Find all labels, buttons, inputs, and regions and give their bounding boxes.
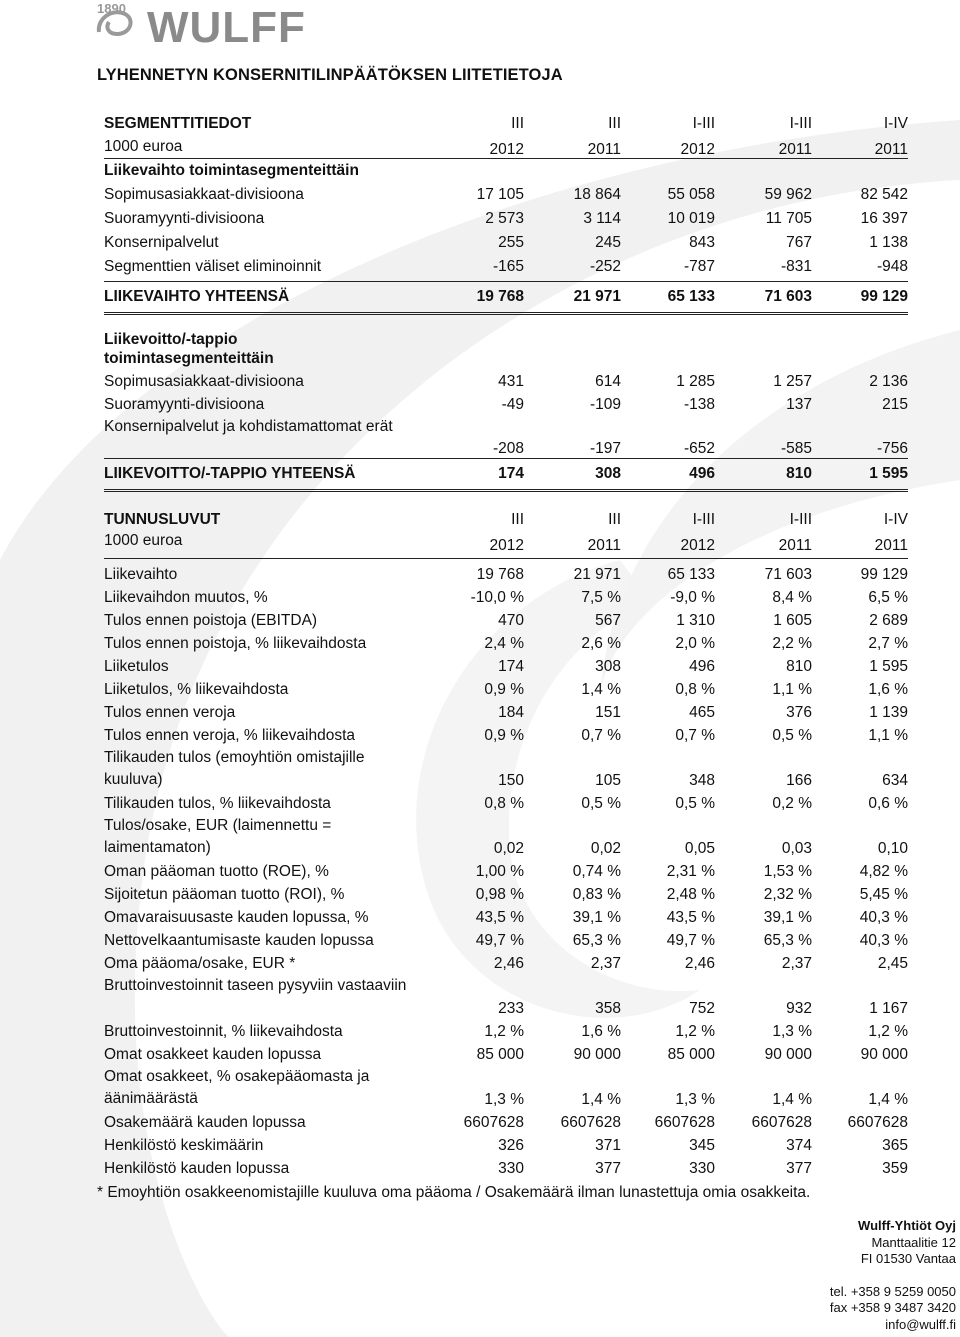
row-label: Liiketulos [104,658,169,675]
cell-value: 151 [595,704,621,721]
segment-header-row [104,112,908,135]
table-row [104,1157,908,1180]
cell-value: 0,8 % [484,795,524,812]
cell-value: 99 129 [860,566,908,583]
cell-value: 843 [689,234,715,251]
cell-value: 18 864 [573,186,621,203]
cell-value: 6607628 [463,1114,524,1131]
cell-value: 465 [689,704,715,721]
year-label: 2012 [489,141,524,158]
cell-value: 215 [882,396,908,413]
cell-value: -652 [683,440,715,457]
cell-value: 1,2 % [868,1023,908,1040]
table-row [104,255,908,279]
row-label: Oman pääoman tuotto (ROE), % [104,863,329,880]
cell-value: 2 573 [485,210,524,227]
table-row [104,929,908,952]
cell-value: 6607628 [654,1114,715,1131]
cell-value: -787 [683,258,715,275]
table-row [104,1134,908,1157]
cell-value: 0,05 [684,840,715,857]
cell-value: 374 [786,1137,812,1154]
table-row [104,678,908,701]
cell-value: 65,3 % [572,932,621,949]
row-label: Bruttoinvestoinnit, % liikevaihdosta [104,1023,343,1040]
cell-value: 39,1 % [763,909,812,926]
cell-value: 377 [786,1160,812,1177]
cell-value: 71 603 [764,566,812,583]
street-address: Manttaalitie 12 [871,1234,956,1250]
period-label: I-III [692,115,715,132]
cell-value: 150 [498,772,524,789]
table-row [104,792,908,815]
cell-value: 0,7 % [675,727,715,744]
period-label: I-IV [883,115,908,132]
cell-value: 85 000 [667,1046,715,1063]
row-label: Omavaraisuusaste kauden lopussa, % [104,909,369,926]
cell-value: 0,5 % [772,727,812,744]
cell-value: 7,5 % [581,589,621,606]
cell-value: 0,03 [781,840,812,857]
row-label: Liikevaihdon muutos, % [104,589,268,606]
table-row [104,883,908,906]
cell-value: 1 310 [676,612,715,629]
cell-value: 330 [498,1160,524,1177]
cell-value: 2,37 [590,955,621,972]
cell-value: 376 [786,704,812,721]
row-label: Bruttoinvestoinnit taseen pysyviin vastaaviin [104,977,407,994]
cell-value: 2,37 [781,955,812,972]
profit-section-heading [104,330,908,370]
cell-value: 0,9 % [484,681,524,698]
cell-value: -109 [589,396,621,413]
table-row [104,975,908,1020]
cell-value: 348 [689,772,715,789]
cell-value: 1 285 [676,373,715,390]
cell-value: 59 962 [764,186,812,203]
cell-value: 1 138 [869,234,908,251]
fax-number: fax +358 9 3487 3420 [829,1300,956,1315]
unit-label: 1000 euroa [104,138,183,155]
year-label: 2012 [680,537,715,554]
cell-value: -831 [780,258,812,275]
cell-value: 2,48 % [666,886,715,903]
cell-value: 1,1 % [772,681,812,698]
cell-value: 90 000 [764,1046,812,1063]
row-label: Tulos ennen veroja [104,704,236,721]
table-row [104,860,908,883]
total-value: 19 768 [476,288,524,305]
year-label: 2011 [874,537,908,554]
kpi-header-row [104,508,908,531]
cell-value: 166 [786,772,812,789]
cell-value: 0,02 [493,840,524,857]
cell-value: 371 [595,1137,621,1154]
segment-table [104,112,908,315]
logo-name: WULFF [147,3,306,48]
unit-label: 1000 euroa [104,532,183,549]
cell-value: 0,6 % [868,795,908,812]
footnote: * Emoyhtiön osakkeenomistajille kuuluva oma pääoma / Osakemäärä ilman lunastettuja omia osakkeita. [97,1184,811,1201]
table-row [104,1066,908,1111]
city-address: FI 01530 Vantaa [860,1251,956,1266]
cell-value: 39,1 % [572,909,621,926]
cell-value: 90 000 [860,1046,908,1063]
profit-table [104,330,908,492]
cell-value: 2,4 % [484,635,524,652]
cell-value: 431 [498,373,524,390]
cell-value: 184 [498,704,524,721]
table-row [104,609,908,632]
company-name: Wulff-Yhtiöt Oyj [858,1218,956,1233]
cell-value: 19 768 [476,566,524,583]
total-value: 99 129 [860,288,908,305]
row-label: Tilikauden tulos (emoyhtiön omistajille kuuluva) [104,749,365,788]
table-row [104,701,908,724]
cell-value: 6,5 % [868,589,908,606]
cell-value: 255 [498,234,524,251]
cell-value: 82 542 [860,186,908,203]
cell-value: 0,8 % [675,681,715,698]
cell-value: -585 [780,440,812,457]
cell-value: 0,2 % [772,795,812,812]
cell-value: 0,5 % [675,795,715,812]
cell-value: -197 [589,440,621,457]
row-label: Sijoitetun pääoman tuotto (ROI), % [104,886,345,903]
table-row [104,747,908,792]
period-label: I-IV [883,511,908,528]
revenue-section-heading [104,159,908,183]
cell-value: 2,31 % [666,863,715,880]
table-row [104,724,908,747]
table-row [104,632,908,655]
cell-value: 1,4 % [868,1091,908,1108]
cell-value: 308 [595,658,621,675]
year-label: 2011 [778,141,812,158]
kpi-rows [104,559,908,1180]
cell-value: 810 [786,658,812,675]
email-link[interactable]: info@wulff.fi [885,1316,956,1332]
cell-value: 43,5 % [475,909,524,926]
cell-value: 3 114 [583,210,621,227]
table-row [104,1043,908,1066]
kpi-unit-row [104,531,908,559]
segment-unit-row [104,135,908,159]
cell-value: 1 257 [773,373,812,390]
year-label: 2011 [874,141,908,158]
cell-value: 21 971 [573,566,621,583]
cell-value: 233 [498,1000,524,1017]
revenue-total-row [104,281,908,315]
period-label: III [511,511,524,528]
cell-value: 55 058 [667,186,715,203]
phone-number: tel. +358 9 5259 0050 [829,1283,956,1299]
cell-value: 752 [689,1000,715,1017]
cell-value: 767 [786,234,812,251]
cell-value: -948 [876,258,908,275]
total-value: 496 [689,465,715,482]
period-label: III [608,115,621,132]
cell-value: 470 [498,612,524,629]
cell-value: 345 [689,1137,715,1154]
table-row [104,183,908,207]
segment-heading: SEGMENTTITIEDOT [104,115,252,132]
cell-value: 49,7 % [475,932,524,949]
cell-value: 6607628 [560,1114,621,1131]
cell-value: 6607628 [751,1114,812,1131]
cell-value: 634 [882,772,908,789]
contact-block [756,1218,956,1333]
cell-value: 326 [498,1137,524,1154]
cell-value: 614 [595,373,621,390]
table-row [104,906,908,929]
row-label: Tulos/osake, EUR (laimennettu = laimentamaton) [104,817,332,856]
row-label: Omat osakkeet kauden lopussa [104,1046,322,1063]
cell-value: 1,3 % [772,1023,812,1040]
total-label: LIIKEVOITTO/-TAPPIO YHTEENSÄ [104,465,356,482]
cell-value: 0,7 % [581,727,621,744]
cell-value: 1,3 % [484,1091,524,1108]
logo-year: 1890 [97,1,126,16]
cell-value: 1 595 [869,658,908,675]
cell-value: 1,6 % [868,681,908,698]
cell-value: 4,82 % [859,863,908,880]
total-value: 810 [786,465,812,482]
cell-value: 1,2 % [675,1023,715,1040]
period-label: I-III [789,115,812,132]
cell-value: 174 [498,658,524,675]
row-label: Nettovelkaantumisaste kauden lopussa [104,932,374,949]
row-label: Henkilöstö keskimäärin [104,1137,264,1154]
cell-value: -9,0 % [670,589,715,606]
table-row [104,952,908,975]
row-label: Osakemäärä kauden lopussa [104,1114,306,1131]
cell-value: 2,7 % [868,635,908,652]
cell-value: 365 [882,1137,908,1154]
year-label: 2011 [587,141,621,158]
cell-value: 245 [595,234,621,251]
table-row [104,655,908,678]
cell-value: -165 [492,258,524,275]
wulff-logo [95,0,375,48]
cell-value: 2,2 % [772,635,812,652]
cell-value: 10 019 [667,210,715,227]
cell-value: 6607628 [847,1114,908,1131]
cell-value: -138 [683,396,715,413]
cell-value: 0,02 [590,840,621,857]
cell-value: -10,0 % [470,589,524,606]
cell-value: 11 705 [765,210,812,227]
cell-value: 1,1 % [868,727,908,744]
cell-value: 2,32 % [763,886,812,903]
row-label: Segmenttien väliset eliminoinnit [104,258,322,275]
period-label: I-III [789,511,812,528]
cell-value: 65,3 % [763,932,812,949]
row-label: Liikevaihto [104,566,178,583]
table-row [104,207,908,231]
year-label: 2012 [489,537,524,554]
cell-value: -252 [589,258,621,275]
cell-value: 17 105 [476,186,524,203]
row-label: Suoramyynti-divisioona [104,210,265,227]
total-value: 174 [498,465,524,482]
cell-value: 2,0 % [675,635,715,652]
cell-value: 2 136 [869,373,908,390]
cell-value: 377 [595,1160,621,1177]
cell-value: 330 [689,1160,715,1177]
cell-value: -49 [501,396,524,413]
cell-value: 1,6 % [581,1023,621,1040]
row-label: Oma pääoma/osake, EUR * [104,955,296,972]
cell-value: 0,10 [877,840,908,857]
cell-value: 1,3 % [675,1091,715,1108]
cell-value: 1,4 % [772,1091,812,1108]
cell-value: 1 605 [773,612,812,629]
cell-value: 359 [882,1160,908,1177]
row-label: Konsernipalvelut ja kohdistamattomat erät [104,418,393,435]
row-label: Tilikauden tulos, % liikevaihdosta [104,795,331,812]
table-row [104,586,908,609]
cell-value: -756 [876,440,908,457]
cell-value: 1,53 % [763,863,812,880]
table-row [104,815,908,860]
cell-value: 0,98 % [475,886,524,903]
table-row [104,1020,908,1043]
cell-value: 2 689 [869,612,908,629]
period-label: III [608,511,621,528]
cell-value: 137 [786,396,812,413]
row-label: Suoramyynti-divisioona [104,396,265,413]
cell-value: 0,83 % [572,886,621,903]
row-label: Tulos ennen veroja, % liikevaihdosta [104,727,356,744]
cell-value: -208 [492,440,524,457]
total-value: 308 [595,465,621,482]
cell-value: 567 [595,612,621,629]
cell-value: 496 [689,658,715,675]
cell-value: 1 139 [869,704,908,721]
cell-value: 1,4 % [581,1091,621,1108]
cell-value: 1 167 [869,1000,908,1017]
profit-row [104,416,908,458]
total-value: 71 603 [764,288,812,305]
cell-value: 8,4 % [772,589,812,606]
cell-value: 932 [786,1000,812,1017]
table-row [104,393,908,416]
table-row [104,370,908,393]
cell-value: 0,5 % [581,795,621,812]
kpi-table [104,508,908,1180]
cell-value: 1,2 % [484,1023,524,1040]
period-label: I-III [692,511,715,528]
cell-value: 43,5 % [666,909,715,926]
cell-value: 1,00 % [475,863,524,880]
year-label: 2011 [587,537,621,554]
row-label: Henkilöstö kauden lopussa [104,1160,290,1177]
year-label: 2012 [680,141,715,158]
total-value: 1 595 [869,465,908,482]
row-label: Konsernipalvelut [104,234,219,251]
cell-value: 40,3 % [859,909,908,926]
cell-value: 105 [595,772,621,789]
cell-value: 1,4 % [581,681,621,698]
row-label: Sopimusasiakkaat-divisioona [104,373,304,390]
cell-value: 2,6 % [581,635,621,652]
cell-value: 358 [595,1000,621,1017]
cell-value: 5,45 % [859,886,908,903]
cell-value: 49,7 % [666,932,715,949]
row-label: Tulos ennen poistoja, % liikevaihdosta [104,635,367,652]
table-row [104,563,908,586]
profit-total-row [104,458,908,492]
section-heading-text: Liikevoitto/-tappio toimintasegmenteittäin [104,331,274,367]
section-heading-text: Liikevaihto toimintasegmenteittäin [104,162,359,179]
row-label: Tulos ennen poistoja (EBITDA) [104,612,318,629]
cell-value: 0,9 % [484,727,524,744]
period-label: III [511,115,524,132]
table-row [104,231,908,255]
cell-value: 85 000 [476,1046,524,1063]
page-title: LYHENNETYN KONSERNITILINPÄÄTÖKSEN LIITETIETOJA [97,66,563,84]
cell-value: 0,74 % [572,863,621,880]
total-label: LIIKEVAIHTO YHTEENSÄ [104,288,290,305]
total-value: 65 133 [667,288,715,305]
cell-value: 16 397 [860,210,908,227]
revenue-rows [104,183,908,279]
row-label: Sopimusasiakkaat-divisioona [104,186,304,203]
kpi-heading: TUNNUSLUVUT [104,511,221,528]
cell-value: 2,46 [493,955,524,972]
row-label: Omat osakkeet, % osakepääomasta ja äänimäärästä [104,1068,370,1107]
cell-value: 40,3 % [859,932,908,949]
year-label: 2011 [778,537,812,554]
cell-value: 90 000 [573,1046,621,1063]
cell-value: 65 133 [667,566,715,583]
total-value: 21 971 [573,288,621,305]
cell-value: 2,46 [684,955,715,972]
table-row [104,1111,908,1134]
profit-rows [104,370,908,416]
row-label: Liiketulos, % liikevaihdosta [104,681,289,698]
cell-value: 2,45 [877,955,908,972]
